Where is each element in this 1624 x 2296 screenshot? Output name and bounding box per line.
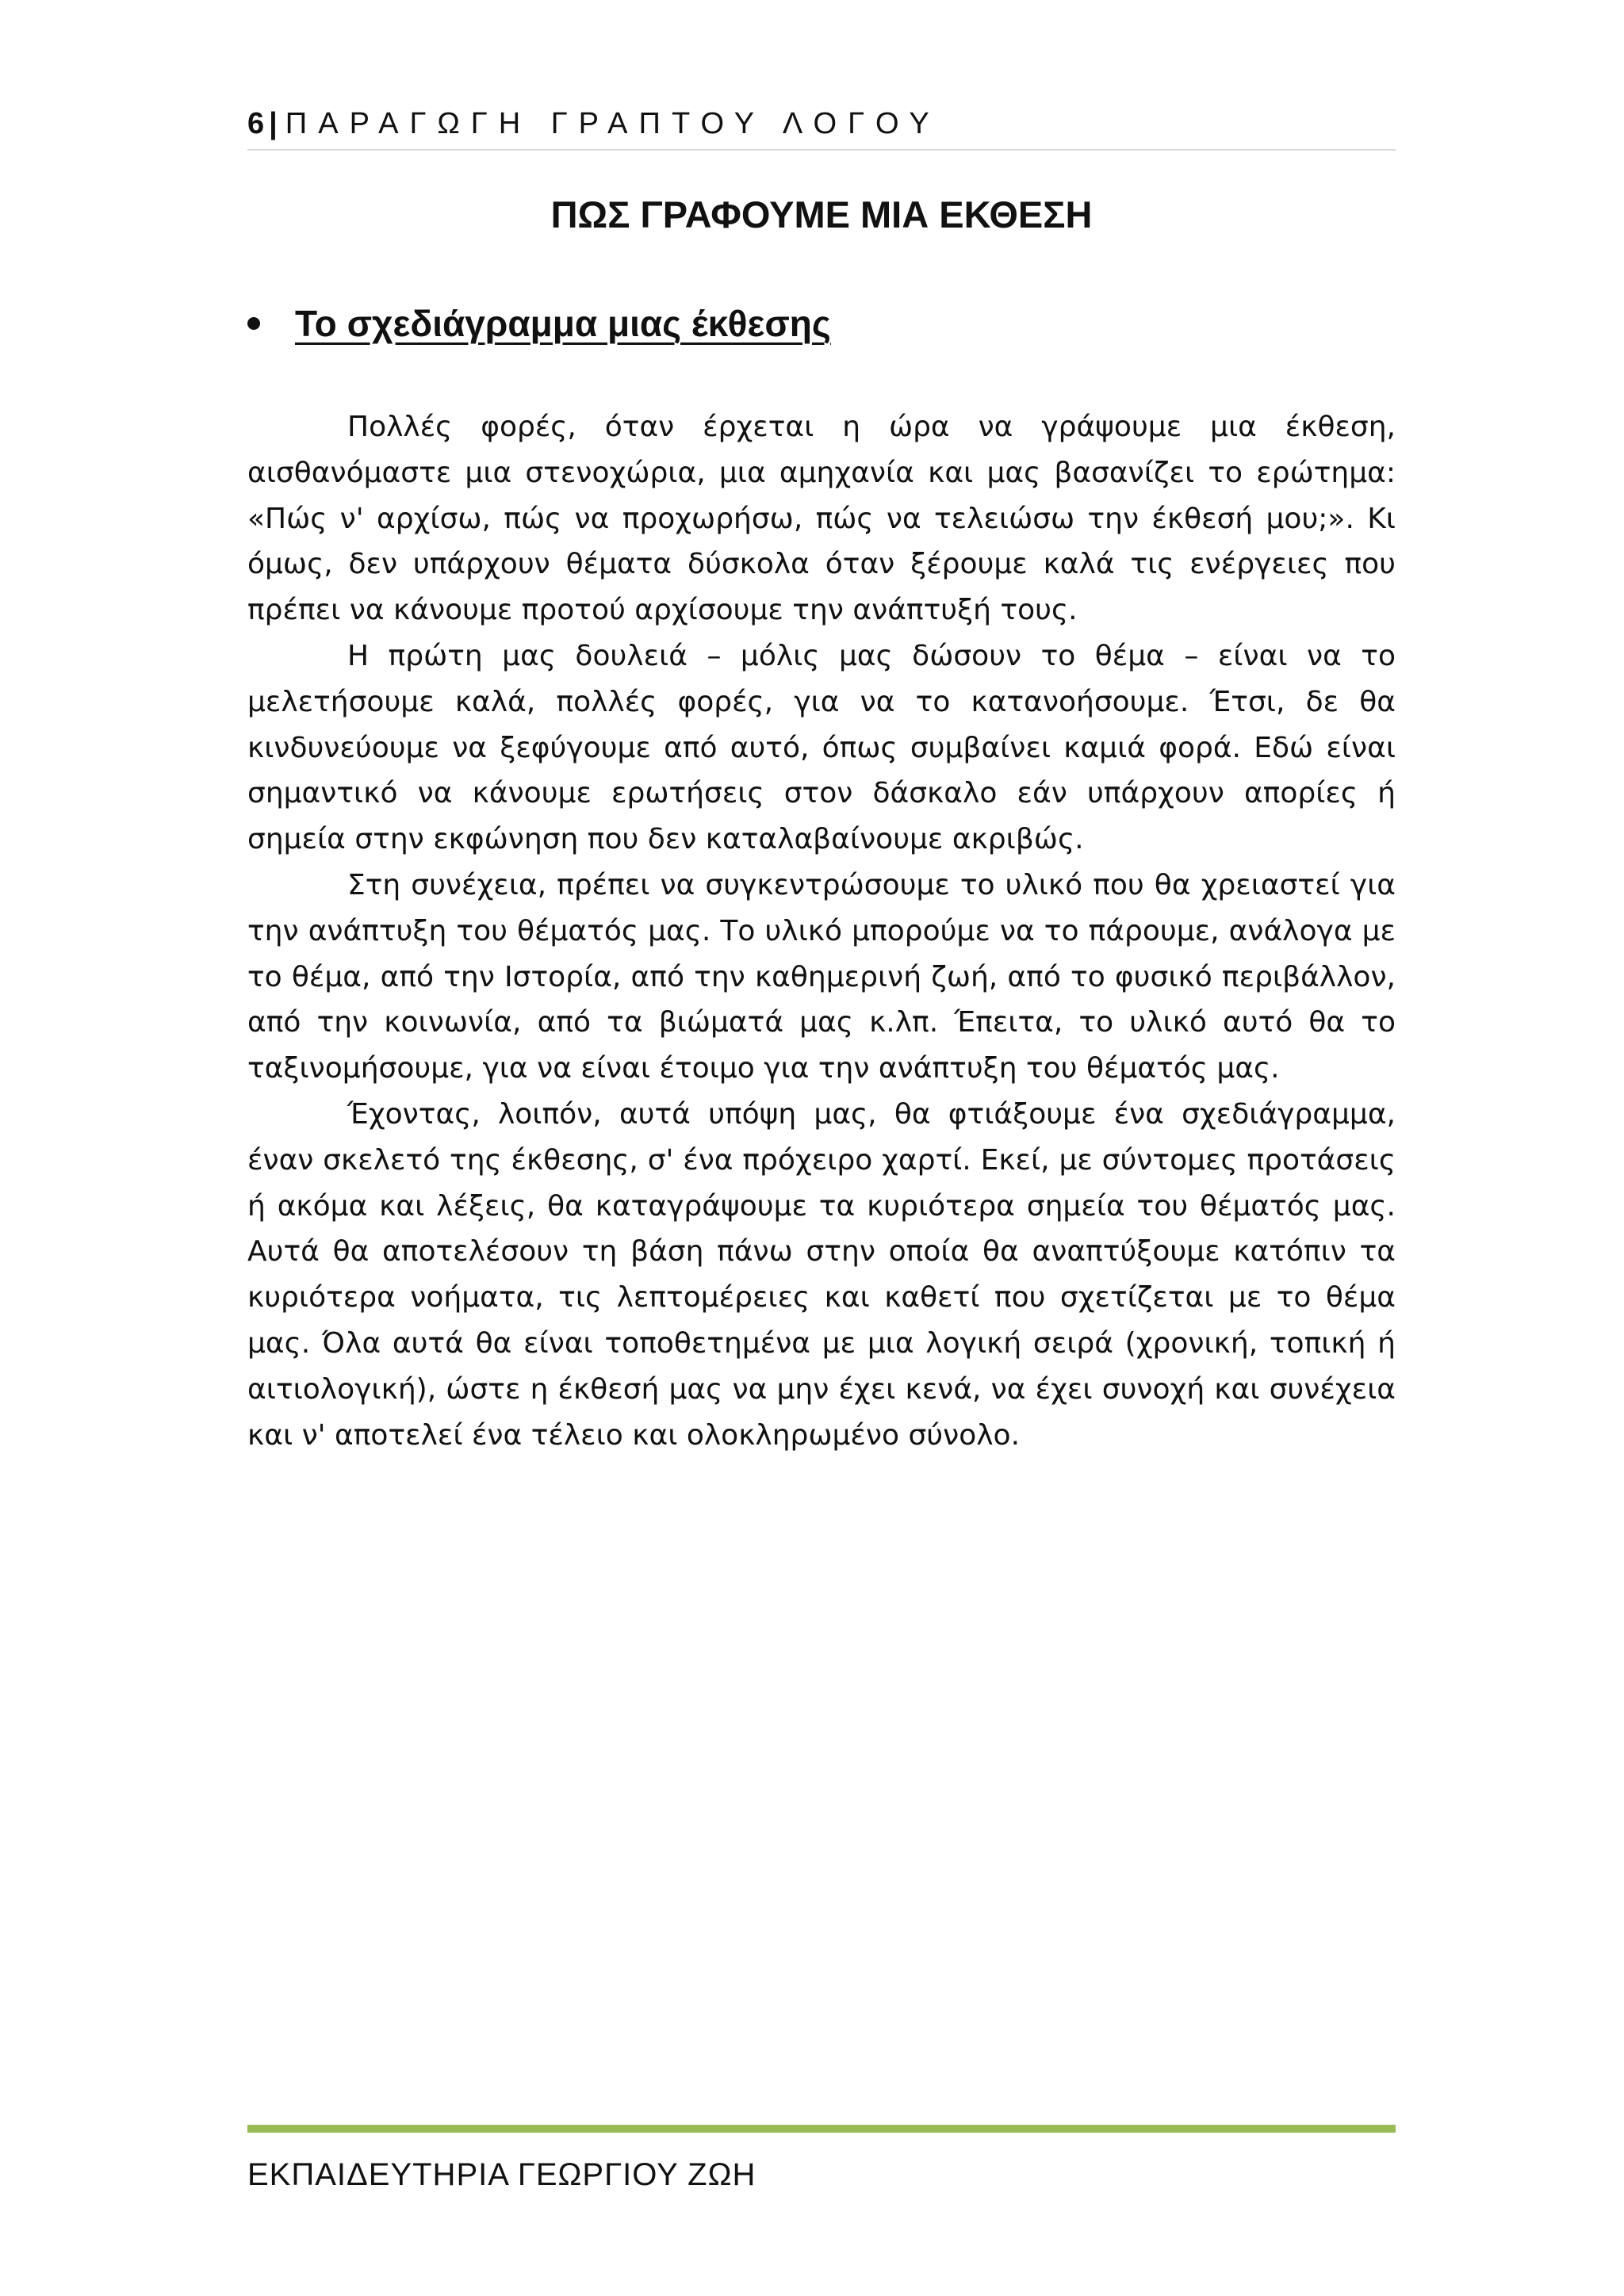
running-title: ΠΑΡΑΓΩΓΗ ΓΡΑΠΤΟΥ ΛΟΓΟΥ [285, 107, 940, 140]
footer-rule [247, 2125, 1396, 2133]
paragraph: Έχοντας, λοιπόν, αυτά υπόψη μας, θα φτιάξουμε ένα σχεδιάγραμμα, έναν σκελετό της έκθεσης, σ' ένα πρόχειρο χαρτί. Εκεί, με σύντομες προτάσεις ή ακόμα και λέξεις, θα καταγράψουμε τα κυριότερα σημεία του θέματός μας. Αυτά θα αποτελέσουν τη βάση πάνω στην οποία θα αναπτύξουμε κατόπιν τα κυριότερα νοήματα, τις λεπτομέρειες και καθετί που σχετίζεται με το θέμα μας. Όλα αυτά θα είναι τοποθετημένα με μια λογική σειρά (χρονική, τοπική ή αιτιολογική), ώστε η έκθεσή μας να μην έχει κενά, να έχει συνοχή και συνέχεια και ν' αποτελεί ένα τέλειο και ολοκληρωμένο σύνολο. [247, 1097, 1396, 1452]
page-number: 6 [247, 107, 265, 140]
bullet-icon [247, 317, 260, 330]
paragraph: Στη συνέχεια, πρέπει να συγκεντρώσουμε το υλικό που θα χρειαστεί για την ανάπτυξη του θέματός μας. Το υλικό μπορούμε να το πάρουμε, ανάλογα με το θέμα, από την Ιστορία, από την καθημερινή ζωή, από το φυσικό περιβάλλον, από την κοινωνία, από τα βιώματά μας κ.λπ. Έπειτα, το υλικό αυτό θα το ταξινομήσουμε, για να είναι έτοιμο για την ανάπτυξη του θέματός μας. [247, 868, 1396, 1085]
footer-text: ΕΚΠΑΙΔΕΥΤΗΡΙΑ ΓΕΩΡΓΙΟΥ ΖΩΗ [247, 2157, 756, 2192]
header-separator: | [269, 107, 278, 140]
body-text [247, 404, 1396, 1458]
section-heading-text: Το σχεδιάγραμμα μιας έκθεσης [295, 303, 831, 344]
page-header [247, 101, 1396, 151]
section-heading [247, 293, 1396, 354]
paragraph: Πολλές φορές, όταν έρχεται η ώρα να γράψουμε μια έκθεση, αισθανόμαστε μια στενοχώρια, μια αμηχανία και μας βασανίζει το ερώτημα: «Πώς ν' αρχίσω, πώς να προχωρήσω, πώς να τελειώσω την έκθεσή μου;». Κι όμως, δεν υπάρχουν θέματα δύσκολα όταν ξέρουμε καλά τις ενέργειες που πρέπει να κάνουμε προτού αρχίσουμε την ανάπτυξή τους. [247, 411, 1396, 627]
paragraph: Η πρώτη μας δουλειά – μόλις μας δώσουν το θέμα – είναι να το μελετήσουμε καλά, πολλές φορές, για να το κατανοήσουμε. Έτσι, δε θα κινδυνεύουμε να ξεφύγουμε από αυτό, όπως συμβαίνει καμιά φορά. Εδώ είναι σημαντικό να κάνουμε ερωτήσεις στον δάσκαλο εάν υπάρχουν απορίες ή σημεία στην εκφώνηση που δεν καταλαβαίνουμε ακριβώς. [247, 639, 1396, 856]
document-title: ΠΩΣ ΓΡΑΦΟΥΜΕ ΜΙΑ ΕΚΘΕΣΗ [550, 193, 1093, 235]
